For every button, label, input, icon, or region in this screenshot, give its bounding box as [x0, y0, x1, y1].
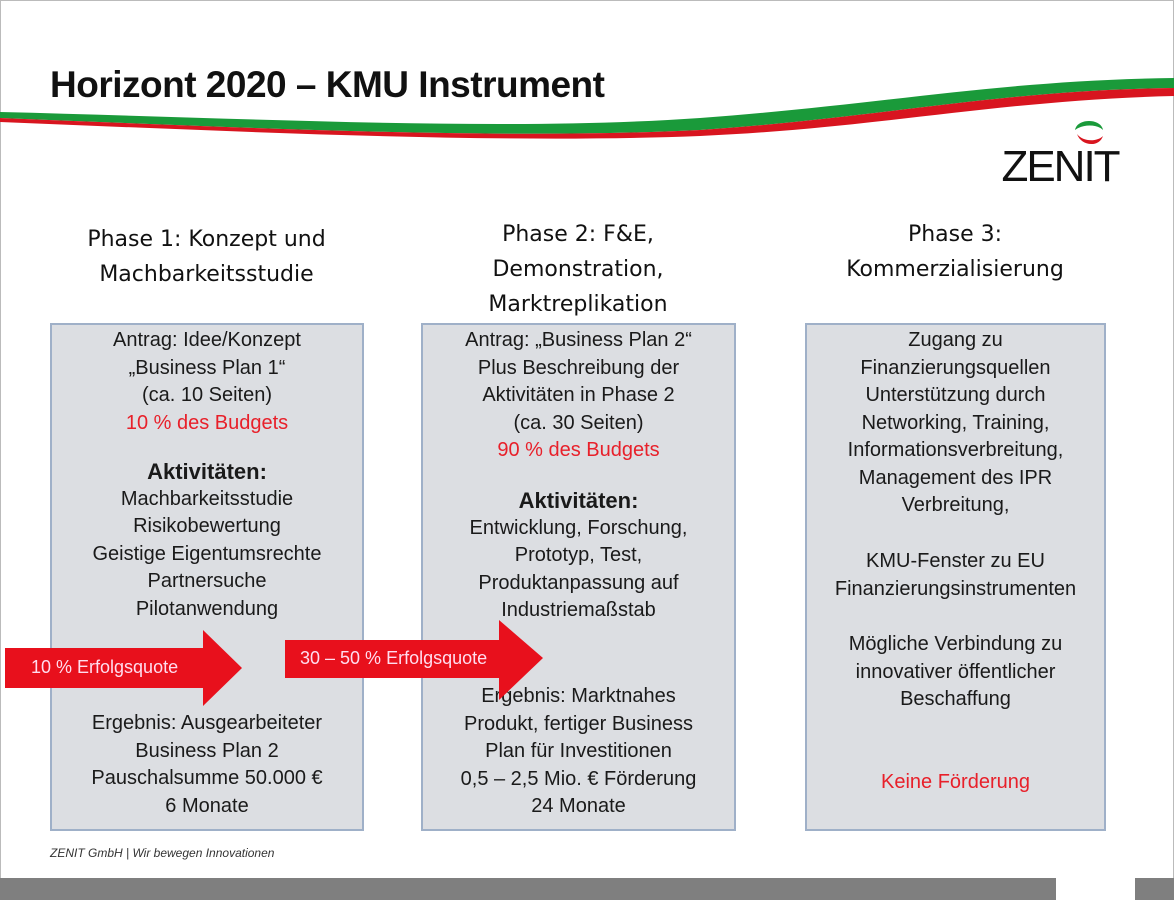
- text-line: Unterstützung durch: [865, 384, 1046, 406]
- activity-item: Pilotanwendung: [135, 597, 279, 620]
- activity-item: Partnersuche: [147, 570, 267, 592]
- text-line: Beschaffung: [900, 688, 1011, 710]
- slide-title: Horizont 2020 – KMU Instrument: [50, 64, 605, 105]
- phase-2-intro: [423, 327, 734, 465]
- bottom-bar-gap: [1056, 878, 1135, 900]
- phase-1-box: [50, 323, 364, 831]
- text-line: Ergebnis: Ausgearbeiteter: [91, 712, 323, 734]
- activities-title: Aktivitäten:: [518, 488, 639, 513]
- text-line: „Business Plan 1“: [128, 356, 286, 379]
- text-line: Informationsverbreitung,: [847, 439, 1064, 461]
- zenit-logo: ZENIT: [995, 112, 1125, 192]
- text-line: (ca. 30 Seiten): [513, 411, 644, 434]
- activity-item: Industriemaßstab: [501, 599, 656, 621]
- text-line: 0,5 – 2,5 Mio. € Förderung: [460, 767, 697, 790]
- text-line: Aktivitäten in Phase 2: [482, 384, 675, 406]
- phase-1-result: [52, 710, 362, 820]
- arrow-label: 10 % Erfolgsquote: [31, 657, 179, 677]
- text-line: Networking, Training,: [861, 411, 1050, 434]
- phase-3-support: [807, 327, 1104, 520]
- text-line: Plan für Investitionen: [485, 740, 672, 762]
- activity-item: Machbarkeitsstudie: [120, 487, 294, 510]
- phase-3-procurement: [807, 631, 1104, 714]
- heading-line: Demonstration,: [492, 257, 664, 282]
- heading-line: Marktreplikation: [488, 292, 668, 317]
- no-funding-label: Keine Förderung: [881, 771, 1030, 793]
- text-line: Produkt, fertiger Business: [464, 712, 693, 735]
- activity-item: Produktanpassung auf: [478, 571, 679, 594]
- success-rate-arrow-1: [5, 630, 245, 713]
- text-line: Plus Beschreibung der: [477, 356, 680, 379]
- phase-2-activities: [423, 487, 734, 625]
- text-line: Antrag: Idee/Konzept: [113, 329, 301, 351]
- activity-item: Geistige Eigentumsrechte: [92, 542, 322, 565]
- text-line: Antrag: „Business Plan 2“: [465, 329, 692, 351]
- phase-3-heading: [805, 217, 1105, 287]
- phase-3-box: [805, 323, 1106, 831]
- text-line: Pauschalsumme 50.000 €: [91, 767, 323, 789]
- activity-item: Prototyp, Test,: [514, 544, 643, 566]
- heading-line: Phase 2: F&E,: [502, 222, 654, 247]
- heading-line: Phase 1: Konzept und: [87, 227, 326, 252]
- text-line: Mögliche Verbindung zu: [848, 633, 1063, 655]
- success-rate-arrow-2: [285, 620, 545, 707]
- activities-title: Aktivitäten:: [147, 459, 267, 484]
- text-line: (ca. 10 Seiten): [141, 384, 273, 406]
- phase-1-activities: [52, 458, 362, 623]
- text-line: innovativer öffentlicher: [855, 660, 1056, 683]
- text-line: Business Plan 2: [135, 739, 279, 762]
- phase-1-heading: [50, 222, 363, 292]
- text-line: Ergebnis: Marktnahes: [481, 685, 676, 707]
- text-line: KMU-Fenster zu EU: [866, 550, 1045, 572]
- text-line: Finanzierungsinstrumenten: [834, 577, 1077, 600]
- phase-2-box: [421, 323, 736, 831]
- text-line: Zugang zu: [908, 329, 1003, 351]
- phase-2-heading: [421, 217, 735, 322]
- phase-3-eu-window: [807, 548, 1104, 603]
- bottom-bar: [0, 878, 1174, 900]
- text-line: 6 Monate: [165, 794, 249, 817]
- arrow-label: 30 – 50 % Erfolgsquote: [300, 648, 488, 668]
- activity-item: Entwicklung, Forschung,: [469, 516, 688, 539]
- text-line: Management des IPR: [858, 466, 1053, 489]
- heading-line: Machbarkeitsstudie: [99, 262, 314, 287]
- footer: ZENIT GmbH | Wir bewegen Innovationen: [50, 846, 275, 860]
- text-line: 24 Monate: [531, 795, 626, 817]
- phase-1-intro: [52, 327, 362, 437]
- activity-item: Risikobewertung: [133, 515, 281, 537]
- budget-share: 90 % des Budgets: [497, 439, 660, 461]
- budget-share: 10 % des Budgets: [125, 411, 289, 434]
- text-line: Finanzierungsquellen: [860, 356, 1051, 379]
- text-line: Verbreitung,: [901, 494, 1010, 516]
- heading-line: Kommerzialisierung: [846, 257, 1064, 282]
- heading-line: Phase 3:: [907, 222, 1003, 247]
